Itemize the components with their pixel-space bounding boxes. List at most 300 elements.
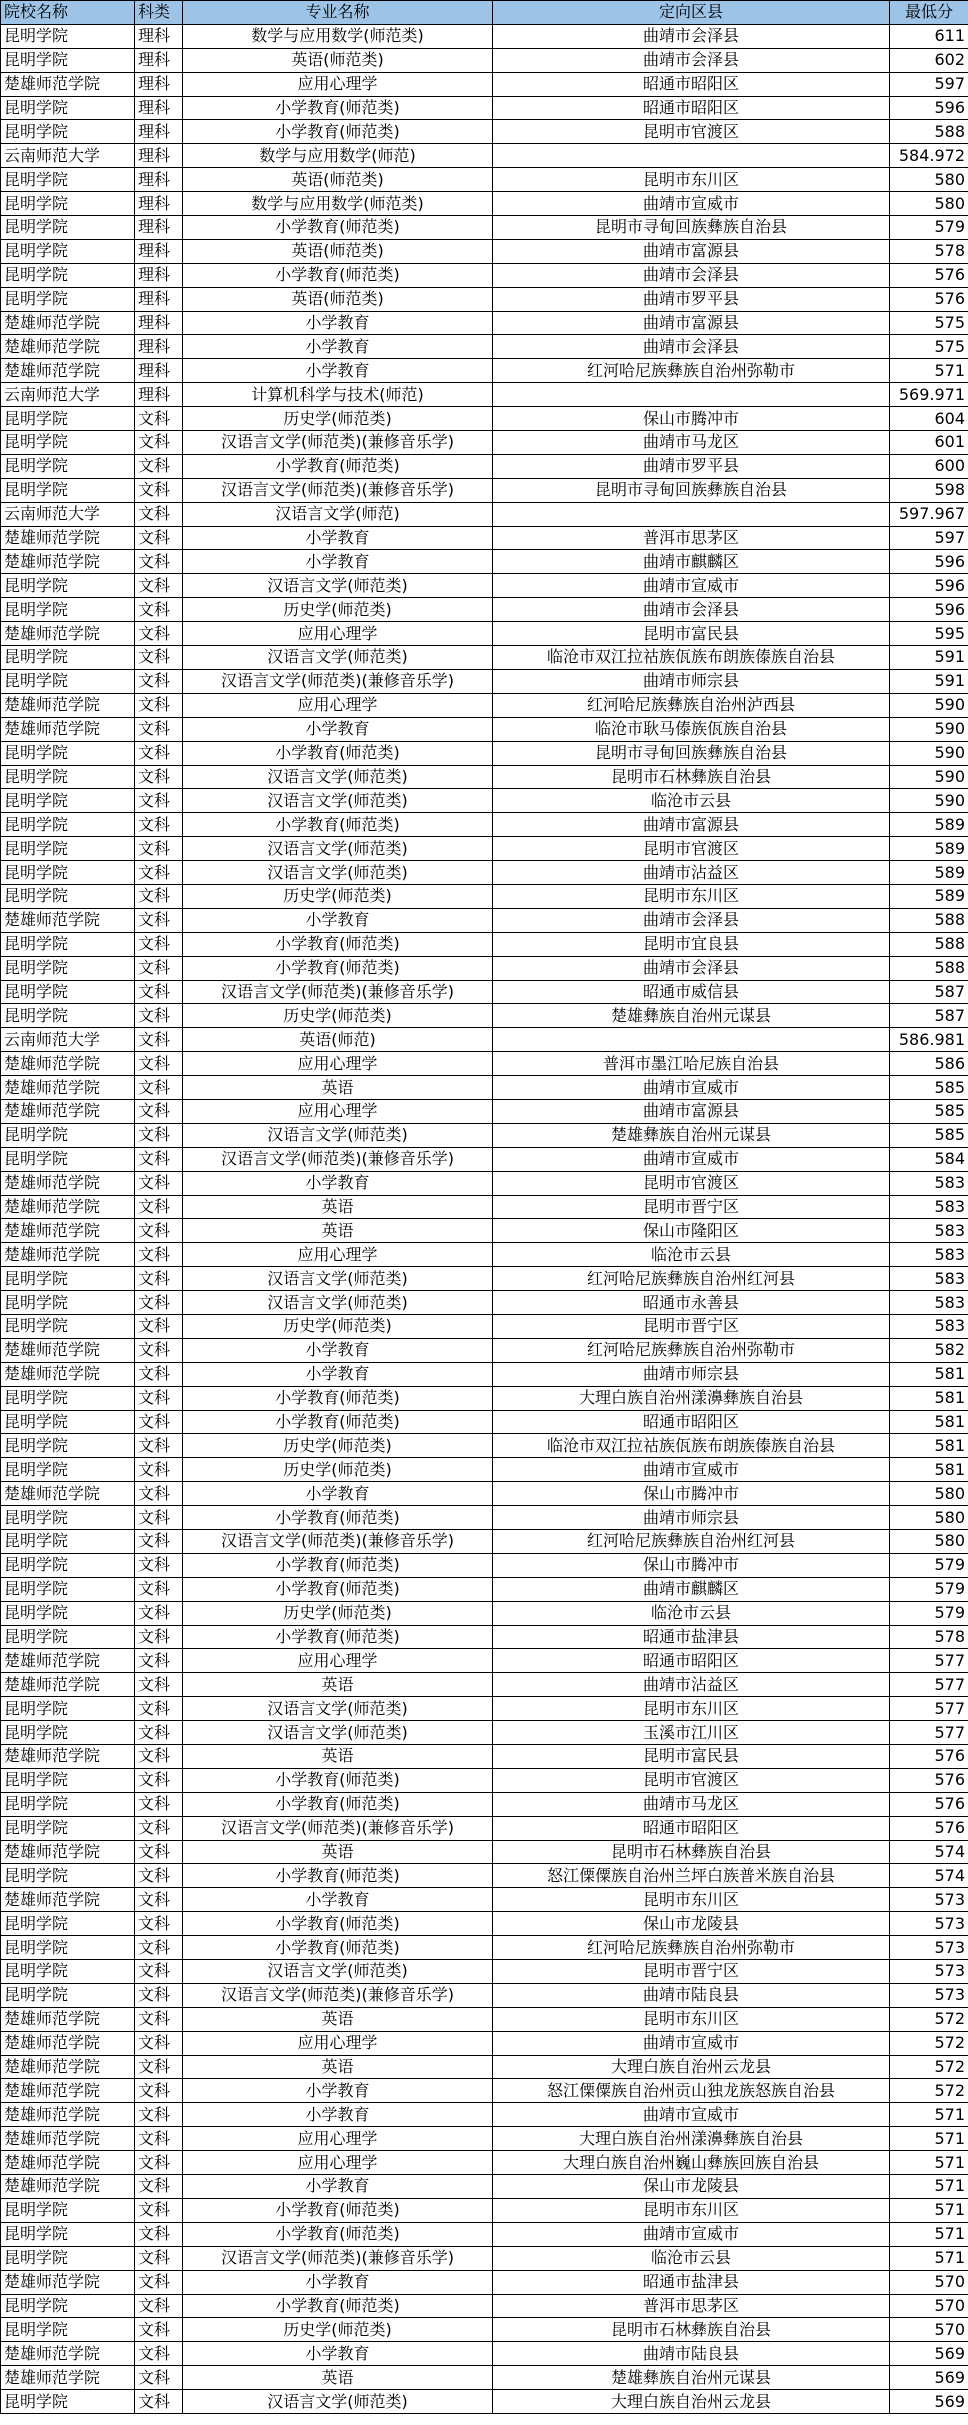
cell-target-region: 昆明市晋宁区 — [493, 1314, 890, 1338]
cell-min-score: 583 — [890, 1219, 968, 1243]
cell-major-name: 英语 — [183, 1745, 493, 1769]
cell-school-name: 楚雄师范学院 — [1, 2031, 135, 2055]
cell-school-name: 昆明学院 — [1, 1530, 135, 1554]
cell-major-name: 汉语言文学(师范类)(兼修音乐学) — [183, 1530, 493, 1554]
table-row — [1, 2366, 968, 2390]
cell-school-name: 昆明学院 — [1, 1506, 135, 1530]
cell-target-region: 临沧市耿马傣族佤族自治县 — [493, 717, 890, 741]
cell-major-name: 汉语言文学(师范类) — [183, 574, 493, 598]
cell-target-region: 昆明市官渡区 — [493, 1768, 890, 1792]
cell-target-region: 红河哈尼族彝族自治州弥勒市 — [493, 1338, 890, 1362]
cell-school-name: 昆明学院 — [1, 407, 135, 431]
cell-school-name: 昆明学院 — [1, 120, 135, 144]
cell-subject-category: 理科 — [135, 287, 183, 311]
cell-major-name: 小学教育(师范类) — [183, 1792, 493, 1816]
cell-major-name: 汉语言文学(师范类) — [183, 646, 493, 670]
cell-target-region: 曲靖市陆良县 — [493, 2342, 890, 2366]
cell-subject-category: 文科 — [135, 717, 183, 741]
cell-major-name: 英语(师范类) — [183, 287, 493, 311]
cell-major-name: 英语(师范) — [183, 1028, 493, 1052]
cell-major-name: 小学教育 — [183, 335, 493, 359]
table-row — [1, 1028, 968, 1052]
cell-subject-category: 文科 — [135, 407, 183, 431]
cell-subject-category: 文科 — [135, 1506, 183, 1530]
cell-major-name: 英语 — [183, 1195, 493, 1219]
cell-major-name: 应用心理学 — [183, 2127, 493, 2151]
cell-major-name: 小学教育 — [183, 359, 493, 383]
table-row — [1, 1912, 968, 1936]
cell-target-region: 昆明市晋宁区 — [493, 1195, 890, 1219]
cell-min-score: 584 — [890, 1147, 968, 1171]
cell-min-score: 577 — [890, 1721, 968, 1745]
cell-target-region: 曲靖市会泽县 — [493, 335, 890, 359]
cell-major-name: 计算机科学与技术(师范) — [183, 383, 493, 407]
cell-major-name: 历史学(师范类) — [183, 407, 493, 431]
table-row — [1, 2055, 968, 2079]
table-row — [1, 813, 968, 837]
cell-subject-category: 理科 — [135, 24, 183, 48]
cell-subject-category: 文科 — [135, 837, 183, 861]
table-row — [1, 2222, 968, 2246]
cell-min-score: 588 — [890, 120, 968, 144]
cell-min-score: 573 — [890, 1983, 968, 2007]
cell-target-region: 昆明市石林彝族自治县 — [493, 1840, 890, 1864]
cell-min-score: 589 — [890, 813, 968, 837]
cell-major-name: 汉语言文学(师范类) — [183, 837, 493, 861]
cell-min-score: 585 — [890, 1123, 968, 1147]
cell-min-score: 596 — [890, 550, 968, 574]
cell-school-name: 楚雄师范学院 — [1, 335, 135, 359]
cell-target-region: 曲靖市沾益区 — [493, 1673, 890, 1697]
cell-min-score: 574 — [890, 1864, 968, 1888]
cell-major-name: 汉语言文学(师范类) — [183, 1960, 493, 1984]
cell-major-name: 汉语言文学(师范类)(兼修音乐学) — [183, 669, 493, 693]
cell-min-score: 585 — [890, 1099, 968, 1123]
cell-major-name: 小学教育(师范类) — [183, 1936, 493, 1960]
table-row — [1, 1960, 968, 1984]
cell-major-name: 小学教育(师范类) — [183, 2222, 493, 2246]
table-row — [1, 1768, 968, 1792]
cell-min-score: 577 — [890, 1673, 968, 1697]
cell-school-name: 楚雄师范学院 — [1, 1649, 135, 1673]
cell-subject-category: 理科 — [135, 383, 183, 407]
cell-major-name: 小学教育(师范类) — [183, 263, 493, 287]
cell-school-name: 昆明学院 — [1, 1721, 135, 1745]
cell-subject-category: 文科 — [135, 1267, 183, 1291]
cell-school-name: 楚雄师范学院 — [1, 1195, 135, 1219]
cell-target-region: 昆明市官渡区 — [493, 837, 890, 861]
cell-major-name: 应用心理学 — [183, 1243, 493, 1267]
cell-min-score: 595 — [890, 622, 968, 646]
cell-subject-category: 文科 — [135, 1195, 183, 1219]
cell-subject-category: 理科 — [135, 263, 183, 287]
cell-target-region: 曲靖市富源县 — [493, 311, 890, 335]
cell-major-name: 数学与应用数学(师范类) — [183, 24, 493, 48]
cell-subject-category: 文科 — [135, 1028, 183, 1052]
cell-subject-category: 文科 — [135, 1816, 183, 1840]
cell-school-name: 昆明学院 — [1, 574, 135, 598]
table-row — [1, 478, 968, 502]
cell-target-region: 曲靖市宣威市 — [493, 1147, 890, 1171]
cell-min-score: 583 — [890, 1314, 968, 1338]
cell-min-score: 574 — [890, 1840, 968, 1864]
cell-min-score: 577 — [890, 1697, 968, 1721]
cell-subject-category: 文科 — [135, 1721, 183, 1745]
cell-school-name: 昆明学院 — [1, 1123, 135, 1147]
cell-school-name: 昆明学院 — [1, 1147, 135, 1171]
cell-target-region: 昆明市东川区 — [493, 2007, 890, 2031]
table-row — [1, 789, 968, 813]
cell-major-name: 汉语言文学(师范类) — [183, 2390, 493, 2414]
cell-subject-category: 文科 — [135, 1171, 183, 1195]
cell-target-region: 曲靖市麒麟区 — [493, 1577, 890, 1601]
cell-subject-category: 文科 — [135, 1099, 183, 1123]
cell-min-score: 590 — [890, 693, 968, 717]
cell-min-score: 604 — [890, 407, 968, 431]
cell-school-name: 楚雄师范学院 — [1, 717, 135, 741]
table-row — [1, 2127, 968, 2151]
header-subject-category: 科类 — [135, 1, 183, 25]
cell-target-region: 昭通市永善县 — [493, 1291, 890, 1315]
cell-major-name: 历史学(师范类) — [183, 598, 493, 622]
cell-major-name: 汉语言文学(师范) — [183, 502, 493, 526]
cell-school-name: 昆明学院 — [1, 884, 135, 908]
cell-school-name: 楚雄师范学院 — [1, 311, 135, 335]
cell-min-score: 583 — [890, 1195, 968, 1219]
cell-subject-category: 文科 — [135, 2366, 183, 2390]
cell-major-name: 汉语言文学(师范类)(兼修音乐学) — [183, 431, 493, 455]
cell-target-region: 昆明市东川区 — [493, 168, 890, 192]
cell-subject-category: 文科 — [135, 1864, 183, 1888]
header-major-name: 专业名称 — [183, 1, 493, 25]
cell-school-name: 楚雄师范学院 — [1, 359, 135, 383]
cell-subject-category: 文科 — [135, 908, 183, 932]
cell-min-score: 580 — [890, 1530, 968, 1554]
cell-subject-category: 文科 — [135, 2175, 183, 2199]
cell-target-region: 保山市龙陵县 — [493, 2175, 890, 2199]
cell-min-score: 591 — [890, 646, 968, 670]
table-row — [1, 622, 968, 646]
cell-target-region: 曲靖市宣威市 — [493, 1076, 890, 1100]
cell-target-region: 曲靖市会泽县 — [493, 263, 890, 287]
cell-subject-category: 文科 — [135, 980, 183, 1004]
cell-school-name: 昆明学院 — [1, 1386, 135, 1410]
table-row — [1, 2198, 968, 2222]
cell-school-name: 楚雄师范学院 — [1, 2342, 135, 2366]
cell-school-name: 楚雄师范学院 — [1, 1219, 135, 1243]
cell-min-score: 579 — [890, 1577, 968, 1601]
table-row — [1, 1314, 968, 1338]
cell-min-score: 582 — [890, 1338, 968, 1362]
cell-major-name: 历史学(师范类) — [183, 1458, 493, 1482]
cell-target-region: 昆明市寻甸回族彝族自治县 — [493, 216, 890, 240]
cell-subject-category: 文科 — [135, 1912, 183, 1936]
cell-major-name: 英语(师范类) — [183, 168, 493, 192]
cell-school-name: 昆明学院 — [1, 1410, 135, 1434]
cell-major-name: 数学与应用数学(师范) — [183, 144, 493, 168]
table-row — [1, 1601, 968, 1625]
cell-min-score: 576 — [890, 263, 968, 287]
table-row — [1, 2151, 968, 2175]
table-row — [1, 1697, 968, 1721]
cell-major-name: 汉语言文学(师范类) — [183, 861, 493, 885]
cell-min-score: 596 — [890, 598, 968, 622]
table-row — [1, 1338, 968, 1362]
cell-target-region: 曲靖市会泽县 — [493, 908, 890, 932]
table-row — [1, 287, 968, 311]
cell-min-score: 596 — [890, 96, 968, 120]
cell-min-score: 571 — [890, 2198, 968, 2222]
cell-subject-category: 文科 — [135, 598, 183, 622]
cell-school-name: 昆明学院 — [1, 956, 135, 980]
cell-major-name: 小学教育 — [183, 2079, 493, 2103]
cell-subject-category: 文科 — [135, 1960, 183, 1984]
cell-school-name: 昆明学院 — [1, 2390, 135, 2414]
cell-min-score: 586 — [890, 1052, 968, 1076]
cell-target-region: 保山市腾冲市 — [493, 407, 890, 431]
table-row — [1, 1506, 968, 1530]
cell-subject-category: 文科 — [135, 1768, 183, 1792]
cell-subject-category: 文科 — [135, 2079, 183, 2103]
cell-target-region: 红河哈尼族彝族自治州弥勒市 — [493, 1936, 890, 1960]
cell-major-name: 汉语言文学(师范类)(兼修音乐学) — [183, 1147, 493, 1171]
cell-subject-category: 文科 — [135, 1792, 183, 1816]
cell-target-region: 曲靖市会泽县 — [493, 24, 890, 48]
table-row — [1, 407, 968, 431]
cell-major-name: 小学教育(师范类) — [183, 120, 493, 144]
cell-school-name: 昆明学院 — [1, 1625, 135, 1649]
table-row — [1, 1291, 968, 1315]
table-row — [1, 1745, 968, 1769]
cell-target-region: 楚雄彝族自治州元谋县 — [493, 1004, 890, 1028]
header-school-name: 院校名称 — [1, 1, 135, 25]
table-body — [1, 24, 968, 2413]
cell-major-name: 历史学(师范类) — [183, 1434, 493, 1458]
cell-min-score: 583 — [890, 1171, 968, 1195]
table-row — [1, 2246, 968, 2270]
cell-target-region: 昭通市盐津县 — [493, 2270, 890, 2294]
cell-major-name: 小学教育 — [183, 1171, 493, 1195]
cell-major-name: 汉语言文学(师范类)(兼修音乐学) — [183, 980, 493, 1004]
cell-subject-category: 文科 — [135, 2246, 183, 2270]
cell-target-region: 普洱市思茅区 — [493, 2294, 890, 2318]
cell-school-name: 昆明学院 — [1, 48, 135, 72]
cell-min-score: 581 — [890, 1362, 968, 1386]
cell-school-name: 楚雄师范学院 — [1, 1482, 135, 1506]
table-row — [1, 335, 968, 359]
cell-major-name: 英语 — [183, 1219, 493, 1243]
cell-min-score: 569 — [890, 2390, 968, 2414]
cell-target-region: 临沧市双江拉祜族佤族布朗族傣族自治县 — [493, 646, 890, 670]
cell-subject-category: 文科 — [135, 789, 183, 813]
cell-school-name: 云南师范大学 — [1, 502, 135, 526]
cell-target-region: 临沧市云县 — [493, 789, 890, 813]
cell-school-name: 昆明学院 — [1, 1768, 135, 1792]
cell-subject-category: 理科 — [135, 48, 183, 72]
table-row — [1, 1792, 968, 1816]
cell-min-score: 588 — [890, 932, 968, 956]
cell-major-name: 应用心理学 — [183, 72, 493, 96]
cell-subject-category: 文科 — [135, 1243, 183, 1267]
cell-target-region: 曲靖市师宗县 — [493, 1362, 890, 1386]
cell-subject-category: 文科 — [135, 1936, 183, 1960]
cell-target-region: 昆明市官渡区 — [493, 120, 890, 144]
table-row — [1, 120, 968, 144]
table-row — [1, 932, 968, 956]
cell-subject-category: 文科 — [135, 813, 183, 837]
cell-subject-category: 文科 — [135, 1076, 183, 1100]
table-row — [1, 144, 968, 168]
cell-subject-category: 文科 — [135, 478, 183, 502]
cell-min-score: 600 — [890, 454, 968, 478]
cell-school-name: 昆明学院 — [1, 741, 135, 765]
cell-major-name: 英语(师范类) — [183, 48, 493, 72]
table-row — [1, 2031, 968, 2055]
cell-min-score: 581 — [890, 1434, 968, 1458]
cell-min-score: 579 — [890, 1553, 968, 1577]
cell-subject-category: 文科 — [135, 431, 183, 455]
cell-major-name: 小学教育 — [183, 1338, 493, 1362]
cell-school-name: 昆明学院 — [1, 1291, 135, 1315]
cell-target-region: 红河哈尼族彝族自治州红河县 — [493, 1530, 890, 1554]
cell-target-region: 曲靖市沾益区 — [493, 861, 890, 885]
header-row — [1, 1, 968, 25]
cell-target-region: 楚雄彝族自治州元谋县 — [493, 1123, 890, 1147]
table-row — [1, 1625, 968, 1649]
table-row — [1, 2175, 968, 2199]
cell-min-score: 572 — [890, 2079, 968, 2103]
cell-school-name: 昆明学院 — [1, 1792, 135, 1816]
cell-major-name: 汉语言文学(师范类)(兼修音乐学) — [183, 1816, 493, 1840]
table-row — [1, 1577, 968, 1601]
cell-target-region: 昆明市东川区 — [493, 1888, 890, 1912]
cell-subject-category: 文科 — [135, 1362, 183, 1386]
cell-min-score: 601 — [890, 431, 968, 455]
cell-major-name: 历史学(师范类) — [183, 884, 493, 908]
cell-subject-category: 文科 — [135, 1673, 183, 1697]
cell-school-name: 昆明学院 — [1, 980, 135, 1004]
cell-school-name: 昆明学院 — [1, 1553, 135, 1577]
cell-school-name: 昆明学院 — [1, 669, 135, 693]
cell-subject-category: 文科 — [135, 1314, 183, 1338]
cell-subject-category: 文科 — [135, 2031, 183, 2055]
cell-school-name: 楚雄师范学院 — [1, 72, 135, 96]
cell-school-name: 昆明学院 — [1, 789, 135, 813]
table-row — [1, 454, 968, 478]
cell-target-region: 昭通市昭阳区 — [493, 1816, 890, 1840]
table-row — [1, 2079, 968, 2103]
cell-min-score: 590 — [890, 741, 968, 765]
cell-subject-category: 理科 — [135, 359, 183, 383]
cell-school-name: 楚雄师范学院 — [1, 2007, 135, 2031]
cell-min-score: 571 — [890, 2175, 968, 2199]
cell-major-name: 数学与应用数学(师范类) — [183, 192, 493, 216]
cell-subject-category: 文科 — [135, 2127, 183, 2151]
cell-school-name: 昆明学院 — [1, 861, 135, 885]
cell-school-name: 昆明学院 — [1, 1816, 135, 1840]
cell-major-name: 小学教育 — [183, 311, 493, 335]
cell-subject-category: 文科 — [135, 526, 183, 550]
cell-school-name: 昆明学院 — [1, 1434, 135, 1458]
cell-school-name: 楚雄师范学院 — [1, 2079, 135, 2103]
cell-school-name: 昆明学院 — [1, 2318, 135, 2342]
table-row — [1, 72, 968, 96]
cell-target-region: 昆明市富民县 — [493, 622, 890, 646]
table-row — [1, 311, 968, 335]
cell-min-score: 596 — [890, 574, 968, 598]
cell-min-score: 597.967 — [890, 502, 968, 526]
cell-school-name: 昆明学院 — [1, 192, 135, 216]
cell-subject-category: 文科 — [135, 1649, 183, 1673]
cell-min-score: 572 — [890, 2055, 968, 2079]
cell-school-name: 楚雄师范学院 — [1, 1099, 135, 1123]
cell-target-region: 普洱市思茅区 — [493, 526, 890, 550]
cell-min-score: 586.981 — [890, 1028, 968, 1052]
cell-subject-category: 文科 — [135, 1386, 183, 1410]
cell-school-name: 昆明学院 — [1, 96, 135, 120]
cell-subject-category: 文科 — [135, 1052, 183, 1076]
table-row — [1, 884, 968, 908]
table-row — [1, 96, 968, 120]
cell-target-region: 昆明市东川区 — [493, 884, 890, 908]
table-row — [1, 1386, 968, 1410]
cell-major-name: 小学教育(师范类) — [183, 1506, 493, 1530]
table-row — [1, 1864, 968, 1888]
cell-target-region: 大理白族自治州漾濞彝族自治县 — [493, 1386, 890, 1410]
cell-subject-category: 文科 — [135, 2007, 183, 2031]
cell-target-region: 曲靖市马龙区 — [493, 431, 890, 455]
cell-min-score: 589 — [890, 884, 968, 908]
cell-target-region: 昆明市东川区 — [493, 2198, 890, 2222]
cell-target-region: 曲靖市富源县 — [493, 813, 890, 837]
cell-subject-category: 文科 — [135, 2103, 183, 2127]
cell-subject-category: 理科 — [135, 335, 183, 359]
cell-min-score: 580 — [890, 192, 968, 216]
cell-major-name: 小学教育 — [183, 1482, 493, 1506]
table-row — [1, 765, 968, 789]
cell-subject-category: 文科 — [135, 1482, 183, 1506]
cell-major-name: 汉语言文学(师范类) — [183, 1291, 493, 1315]
cell-target-region: 红河哈尼族彝族自治州泸西县 — [493, 693, 890, 717]
cell-target-region: 曲靖市富源县 — [493, 239, 890, 263]
cell-min-score: 579 — [890, 216, 968, 240]
table-row — [1, 1052, 968, 1076]
cell-subject-category: 文科 — [135, 1577, 183, 1601]
cell-major-name: 小学教育 — [183, 908, 493, 932]
cell-subject-category: 文科 — [135, 1745, 183, 1769]
table-row — [1, 2390, 968, 2414]
cell-major-name: 小学教育(师范类) — [183, 454, 493, 478]
cell-major-name: 小学教育(师范类) — [183, 1386, 493, 1410]
cell-subject-category: 理科 — [135, 72, 183, 96]
cell-school-name: 昆明学院 — [1, 1697, 135, 1721]
cell-subject-category: 文科 — [135, 669, 183, 693]
cell-min-score: 570 — [890, 2318, 968, 2342]
cell-school-name: 楚雄师范学院 — [1, 550, 135, 574]
cell-major-name: 应用心理学 — [183, 1099, 493, 1123]
cell-major-name: 小学教育(师范类) — [183, 741, 493, 765]
table-row — [1, 1410, 968, 1434]
cell-school-name: 云南师范大学 — [1, 383, 135, 407]
cell-school-name: 楚雄师范学院 — [1, 622, 135, 646]
cell-school-name: 楚雄师范学院 — [1, 526, 135, 550]
table-row — [1, 1553, 968, 1577]
table-row — [1, 1171, 968, 1195]
cell-min-score: 573 — [890, 1936, 968, 1960]
cell-min-score: 588 — [890, 956, 968, 980]
cell-target-region: 怒江傈僳族自治州兰坪白族普米族自治县 — [493, 1864, 890, 1888]
cell-major-name: 历史学(师范类) — [183, 2318, 493, 2342]
